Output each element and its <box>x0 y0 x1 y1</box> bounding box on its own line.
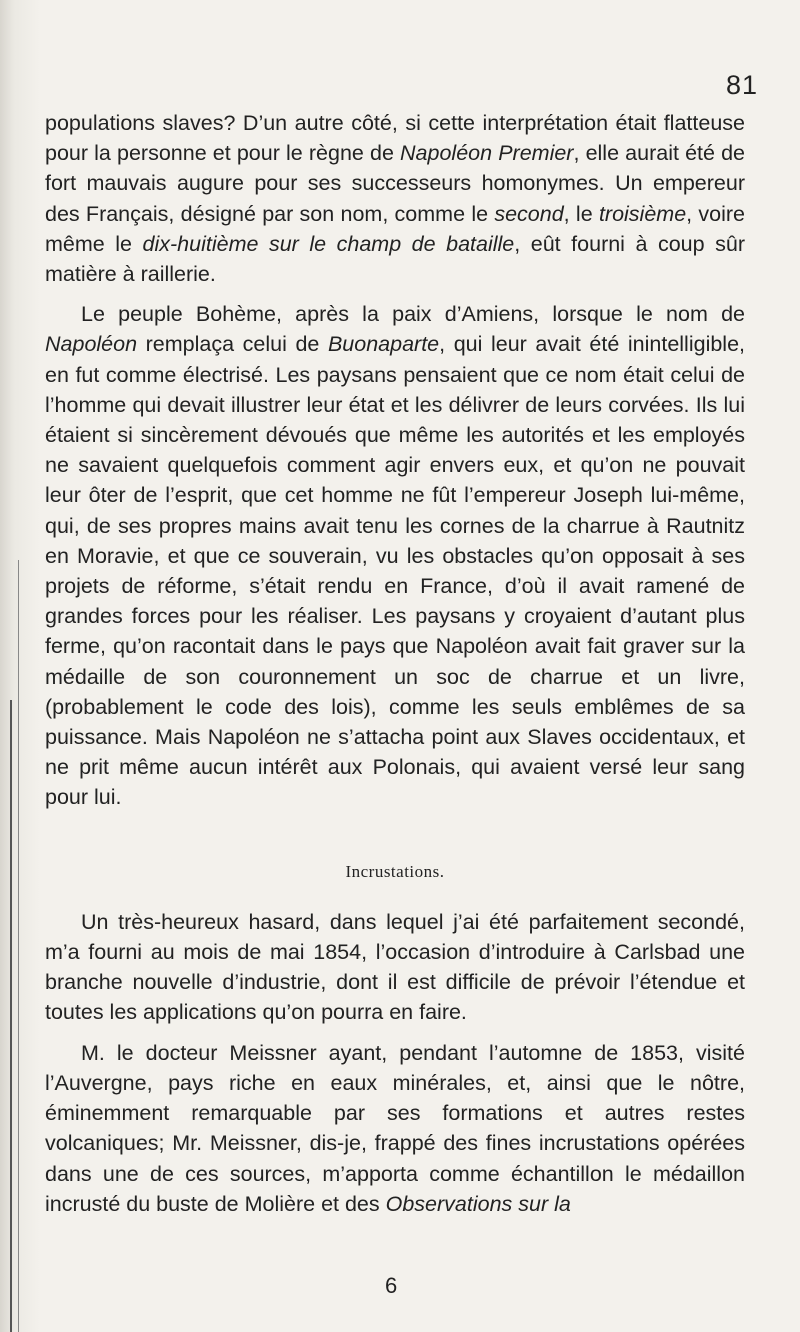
paragraph: Le peuple Bohème, après la paix d’Amiens, lorsque le nom de Napoléon remplaça celui de Buonaparte, qui leur avait été inintelligible, en fut comme électrisé. Les paysans pensaient que ce nom était celui de l’homme qui devait illustrer leur état et les délivrer de leurs corvées. Ils lui étaient si sincèrement dévoués que même les autorités et les employés ne savaient quelquefois comment agir envers eux, et qu’on ne pouvait leur ôter de l’esprit, que cet homme ne fût l’empereur Joseph lui-même, qui, de ses propres mains avait tenu les cornes de la charrue à Rautnitz en Moravie, et que ce souverain, vu les obstacles qu’on opposait à ses projets de réforme, s’était rendu en France, d’où il avait ramené de grandes forces pour les réaliser. Les paysans y croyaient d’autant plus ferme, qu’on racontait dans le pays que Napoléon avait fait graver sur la médaille de son couronnement un soc de charrue et un livre, (probablement le code des lois), comme les seuls emblêmes de sa puissance. Mais Napoléon ne s’attacha point aux Slaves occidentaux, et ne prit même aucun intérêt aux Polonais, qui avaient versé leur sang pour lui. <box>45 302 746 810</box>
body-text <box>45 108 745 1219</box>
binding-shadow <box>0 0 40 1332</box>
paragraph: M. le docteur Meissner ayant, pendant l’automne de 1853, visité l’Auvergne, pays riche en eaux minérales, et, ainsi que le nôtre, éminemment remarquable par ses formations et autres restes volcaniques; Mr. Meissner, dis-je, frappé des fines incrustations opérées dans une de ces sources, m’apporta comme échantillon le médaillon incrusté du buste de Molière et des Observations sur la <box>45 1040 745 1216</box>
italic-text: Observations sur la <box>385 1191 571 1216</box>
italic-text: dix-huitième sur le champ de bataille <box>142 231 515 256</box>
section-heading: Incrustations. <box>345 861 445 881</box>
italic-text: Napoléon Premier <box>400 141 574 166</box>
italic-text: Buonaparte <box>327 332 440 357</box>
signature-mark: 6 <box>385 1273 398 1298</box>
paragraph: populations slaves? D’un autre côté, si cette interprétation était flatteuse pour la personne et pour le règne de Napoléon Premier, elle aurait été de fort mauvais augure pour ses successeurs homonymes. Un empereur des Français, désigné par son nom, comme le second, le troisième, voire même le dix-huitième sur le champ de bataille, eût fourni à coup sûr matière à raillerie. <box>45 111 746 287</box>
paragraph: Un très-heureux hasard, dans lequel j’ai été parfaitement secondé, m’a fourni au mois de mai 1854, l’occasion d’introduire à Carlsbad une branche nouvelle d’industrie, dont il est difficile de prévoir l’étendue et toutes les applications qu’on pourra en faire. <box>45 909 745 1025</box>
italic-text: Napoléon <box>45 332 138 357</box>
italic-text: second <box>494 201 564 226</box>
binding-line <box>18 560 19 1332</box>
page-number: 81 <box>725 70 758 100</box>
italic-text: troisième <box>598 201 687 226</box>
binding-line <box>10 700 12 1332</box>
